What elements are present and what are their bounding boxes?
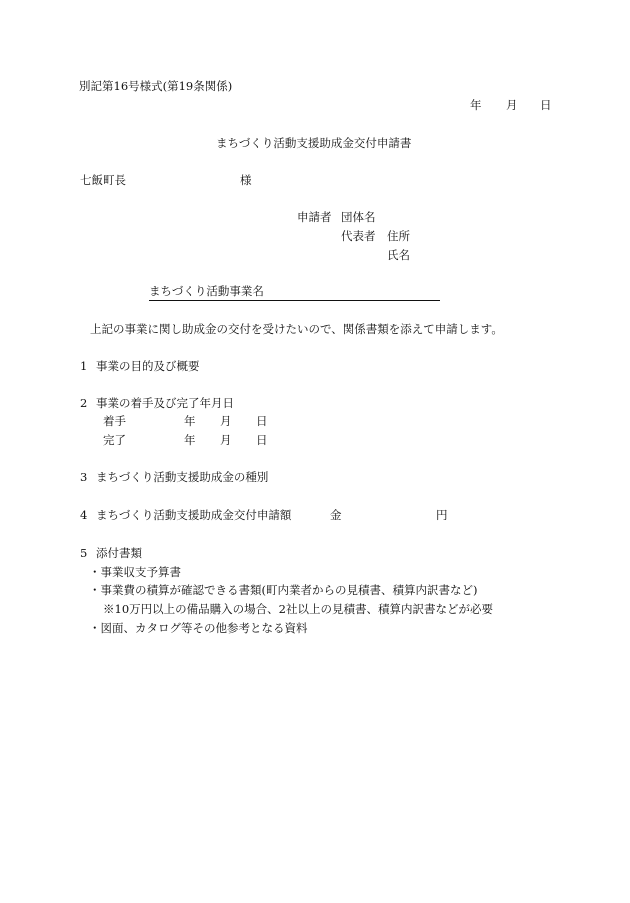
attachment-item: ・事業費の積算が確認できる書類(町内業者からの見積書、積算内訳書など) <box>89 583 478 597</box>
amount-yen-label: 円 <box>436 508 448 522</box>
date-month-label: 月 <box>506 98 518 112</box>
attachment-item: ・事業収支予算書 <box>89 565 181 579</box>
section-5-title: 添付書類 <box>96 546 142 560</box>
applicant-label: 申請者 <box>297 210 332 224</box>
org-name-label: 団体名 <box>341 210 376 224</box>
section-3-title: まちづくり活動支援助成金の種別 <box>96 470 269 484</box>
date-day-label: 日 <box>540 98 552 112</box>
section-3-number: 3 <box>80 470 88 484</box>
address-label: 住所 <box>387 229 410 243</box>
attachment-item: ・図面、カタログ等その他参考となる資料 <box>89 621 308 635</box>
start-year-label: 年 <box>184 414 196 428</box>
section-4-title: まちづくり活動支援助成金交付申請額 <box>96 508 292 522</box>
end-year-label: 年 <box>184 433 196 447</box>
end-month-label: 月 <box>220 433 232 447</box>
section-2-title: 事業の着手及び完了年月日 <box>96 396 234 410</box>
start-label: 着手 <box>103 414 126 428</box>
name-label: 氏名 <box>387 248 410 262</box>
intro-text: 上記の事業に関し助成金の交付を受けたいので、関係書類を添えて申請します。 <box>90 322 503 336</box>
section-4-number: 4 <box>80 508 88 522</box>
start-day-label: 日 <box>256 414 268 428</box>
project-name-field: まちづくり活動事業名 <box>149 286 440 301</box>
date-year-label: 年 <box>470 98 482 112</box>
start-month-label: 月 <box>220 414 232 428</box>
addressee-name: 七飯町長 <box>80 173 126 187</box>
end-day-label: 日 <box>256 433 268 447</box>
end-label: 完了 <box>103 433 126 447</box>
section-5-number: 5 <box>80 546 88 560</box>
section-2-number: 2 <box>80 396 88 410</box>
section-1-title: 事業の目的及び概要 <box>96 359 200 373</box>
amount-kin-label: 金 <box>330 508 342 522</box>
addressee-honorific: 様 <box>240 173 252 187</box>
section-1-number: 1 <box>80 359 88 373</box>
representative-label: 代表者 <box>341 229 376 243</box>
document-title: まちづくり活動支援助成金交付申請書 <box>216 136 412 150</box>
form-number: 別記第16号様式(第19条関係) <box>79 79 233 93</box>
attachment-note: ※10万円以上の備品購入の場合、2社以上の見積書、積算内訳書などが必要 <box>103 602 493 616</box>
